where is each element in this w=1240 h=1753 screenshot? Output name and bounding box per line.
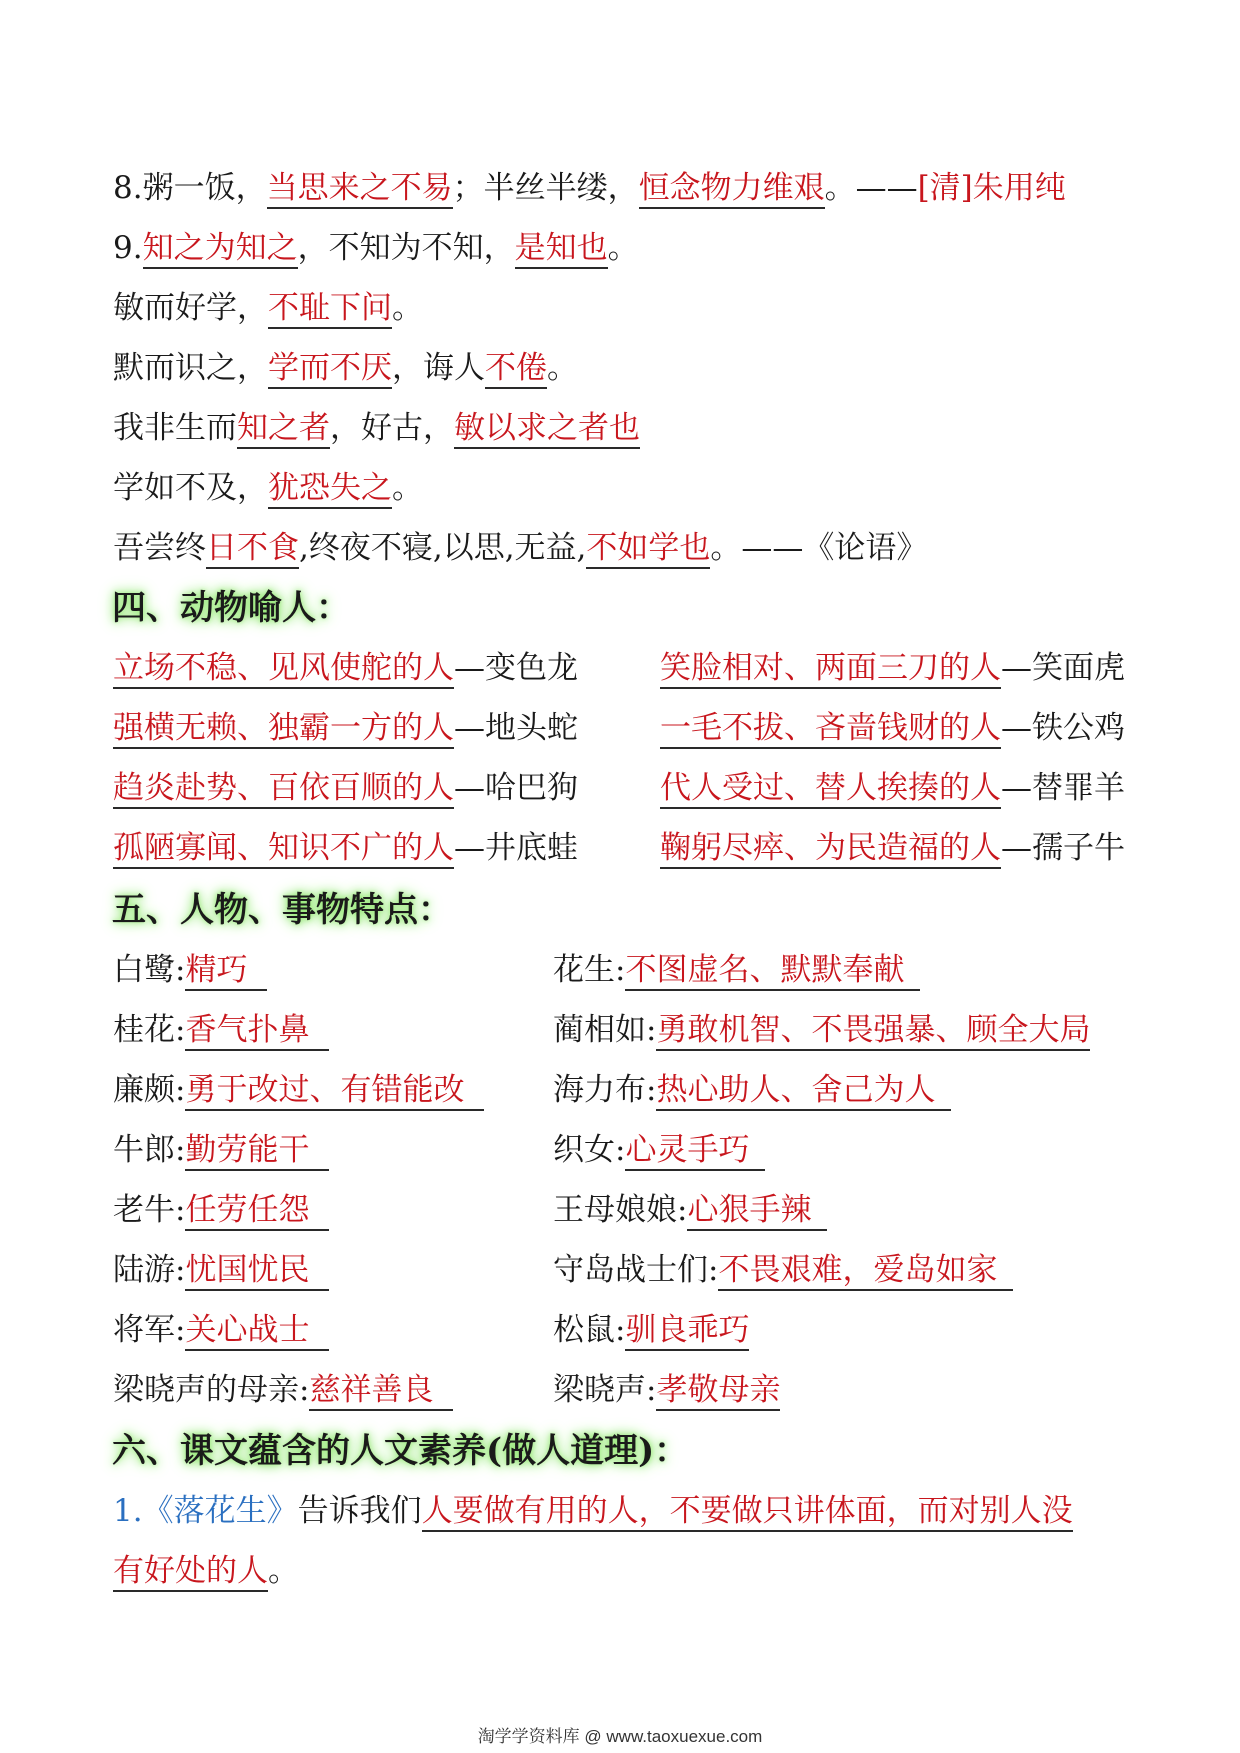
answer-blank: 敏以求之者也 — [454, 410, 640, 449]
answer-blank: 鞠躬尽瘁、为民造福的人 — [660, 830, 1001, 869]
poem-line-13 — [113, 467, 423, 509]
text: 吾尝终 — [113, 530, 206, 566]
animal: —变色龙 — [454, 650, 578, 686]
poem-line-14 — [113, 527, 927, 569]
subject: 牛郎: — [113, 1132, 186, 1168]
answer-blank: 勇敢机智、不畏强暴、顾全大局 — [656, 1012, 1090, 1051]
answer-blank: 孤陋寡闻、知识不广的人 — [113, 830, 454, 869]
answer-blank: 有好处的人 — [113, 1553, 268, 1592]
text: 9. — [113, 230, 143, 266]
subject: 松鼠: — [553, 1312, 626, 1348]
answer-blank: 一毛不拔、吝啬钱财的人 — [660, 710, 1001, 749]
section-heading-5: 五、人物、事物特点： — [112, 890, 452, 930]
trait-row — [553, 1309, 749, 1351]
poem-line-9 — [113, 227, 639, 269]
poem-line-12 — [113, 407, 640, 449]
animal: —铁公鸡 — [1001, 710, 1125, 746]
animal-row — [113, 827, 578, 869]
subject: 廉颇: — [113, 1072, 186, 1108]
answer-blank: 热心助人、舍己为人 — [656, 1072, 951, 1111]
subject: 王母娘娘: — [553, 1192, 688, 1228]
text: 。——《论语》 — [710, 530, 928, 566]
answer-blank: 日不食 — [206, 530, 299, 569]
answer-blank: 是知也 — [515, 230, 608, 269]
trait-row — [553, 949, 920, 991]
subject: 将军: — [113, 1312, 186, 1348]
trait-row — [553, 1009, 1090, 1051]
subject: 织女: — [553, 1132, 626, 1168]
trait-row — [113, 1189, 329, 1231]
answer-blank: 任劳任怨 — [185, 1192, 329, 1231]
subject: 守岛战士们: — [553, 1252, 719, 1288]
answer-blank: 知之者 — [237, 410, 330, 449]
text: ，不知为不知， — [297, 230, 515, 266]
animal-row — [113, 647, 578, 689]
text: 。 — [547, 350, 578, 386]
answer-blank: 立场不稳、见风使舵的人 — [113, 650, 454, 689]
answer-blank: 勇于改过、有错能改 — [185, 1072, 484, 1111]
text: 。 — [268, 1553, 299, 1589]
trait-row — [113, 1249, 329, 1291]
lesson-item-1 — [113, 1490, 1073, 1532]
subject: 陆游: — [113, 1252, 186, 1288]
trait-row — [113, 1009, 329, 1051]
answer-blank: 香气扑鼻 — [185, 1012, 329, 1051]
answer-blank: 代人受过、替人挨揍的人 — [660, 770, 1001, 809]
answer-blank: 不畏艰难，爱岛如家 — [718, 1252, 1013, 1291]
answer-blank: 关心战士 — [185, 1312, 329, 1351]
subject: 梁晓声: — [553, 1372, 657, 1408]
trait-row — [113, 949, 267, 991]
trait-row — [113, 1069, 484, 1111]
animal: —地头蛇 — [454, 710, 578, 746]
animal: —孺子牛 — [1001, 830, 1125, 866]
trait-row — [553, 1189, 827, 1231]
answer-blank: 驯良乖巧 — [625, 1312, 749, 1351]
answer-blank: 慈祥善良 — [309, 1372, 453, 1411]
subject: 蔺相如: — [553, 1012, 657, 1048]
animal: —井底蛙 — [454, 830, 578, 866]
page-footer: 淘学学资料库 @ www.taoxuexue.com — [477, 1727, 763, 1746]
animal-row — [660, 647, 1125, 689]
animal-row — [660, 707, 1125, 749]
subject: 海力布: — [553, 1072, 657, 1108]
text: 8.粥一饭， — [113, 170, 267, 206]
answer-blank: 强横无赖、独霸一方的人 — [113, 710, 454, 749]
trait-row — [113, 1309, 329, 1351]
trait-row — [553, 1069, 951, 1111]
answer-blank: 心狠手辣 — [687, 1192, 827, 1231]
text: 。 — [392, 470, 423, 506]
answer-blank: 恒念物力维艰 — [639, 170, 825, 209]
animal: —替罪羊 — [1001, 770, 1125, 806]
animal: —笑面虎 — [1001, 650, 1125, 686]
text: ；半丝半缕， — [452, 170, 639, 206]
subject: 梁晓声的母亲: — [113, 1372, 310, 1408]
answer-blank: 犹恐失之 — [268, 470, 392, 509]
poem-line-10 — [113, 287, 423, 329]
poem-line-8 — [113, 167, 1066, 209]
subject: 白鹭: — [113, 952, 186, 988]
trait-row — [553, 1129, 765, 1171]
answer-blank: 心灵手巧 — [625, 1132, 765, 1171]
answer-blank: 人要做有用的人，不要做只讲体面，而对别人没 — [422, 1493, 1073, 1532]
animal-row — [113, 707, 578, 749]
text: 告诉我们 — [297, 1493, 422, 1529]
answer-blank: 忧国忧民 — [185, 1252, 329, 1291]
subject: 桂花: — [113, 1012, 186, 1048]
answer-blank: 孝敬母亲 — [656, 1372, 780, 1411]
section-heading-4: 四、动物喻人： — [112, 588, 350, 628]
answer-blank: 学而不厌 — [268, 350, 392, 389]
trait-row — [553, 1249, 1013, 1291]
answer-blank: 不如学也 — [586, 530, 710, 569]
answer-blank: 趋炎赴势、百依百顺的人 — [113, 770, 454, 809]
poem-line-11 — [113, 347, 578, 389]
text: 默而识之， — [113, 350, 268, 386]
trait-row — [113, 1369, 453, 1411]
subject: 花生: — [553, 952, 626, 988]
answer-blank: 不图虚名、默默奉献 — [625, 952, 920, 991]
author: [清]朱用纯 — [917, 170, 1066, 206]
text: 我非生而 — [113, 410, 237, 446]
lesson-title: 1.《落花生》 — [113, 1493, 298, 1529]
text: ，好古， — [330, 410, 454, 446]
trait-row — [113, 1129, 329, 1171]
animal-row — [660, 827, 1125, 869]
subject: 老牛: — [113, 1192, 186, 1228]
answer-blank: 勤劳能干 — [185, 1132, 329, 1171]
text: 学如不及， — [113, 470, 268, 506]
answer-blank: 笑脸相对、两面三刀的人 — [660, 650, 1001, 689]
answer-blank: 不耻下问 — [268, 290, 392, 329]
animal: —哈巴狗 — [454, 770, 578, 806]
animal-row — [113, 767, 578, 809]
text: ,终夜不寝,以思,无益, — [299, 530, 587, 566]
text: 。 — [607, 230, 639, 266]
answer-blank: 精巧 — [185, 952, 267, 991]
answer-blank: 当思来之不易 — [267, 170, 453, 209]
text: 。—— — [824, 170, 918, 206]
answer-blank: 不倦 — [485, 350, 547, 389]
text: 。 — [392, 290, 423, 326]
text: 敏而好学， — [113, 290, 268, 326]
trait-row — [553, 1369, 780, 1411]
answer-blank: 知之为知之 — [143, 230, 298, 269]
text: ，诲人 — [392, 350, 485, 386]
animal-row — [660, 767, 1125, 809]
section-heading-6: 六、课文蕴含的人文素养(做人道理)： — [112, 1431, 689, 1471]
lesson-item-1-cont — [113, 1550, 299, 1592]
